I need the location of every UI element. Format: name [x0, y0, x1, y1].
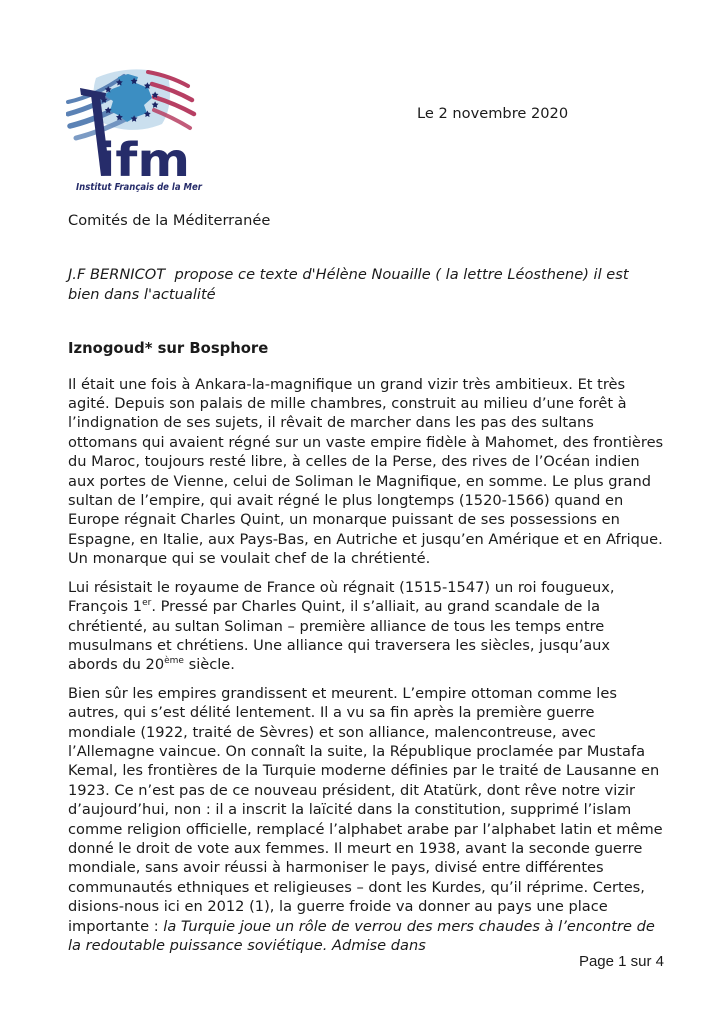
paragraph-1: Il était une fois à Ankara-la-magnifique un grand vizir très ambitieux. Et très agité. Depuis son palais de mille chambres, construit au milieu d’une forêt à l’indignation de ses sujets, il rêvait de marcher dans les pas des sultans ottomans qui avaient régné sur un vaste empire fidèle à Mahomet, des frontières du Maroc, toujours resté libre, à celles de la Perse, des rives de l’Océan indien aux portes de Vienne, celui de Soliman le Magnifique, en somme. Le plus grand sultan de l’empire, qui avait régné le plus longtemps (1520-1566) quand en Europe régnait Charles Quint, un monarque puissant de ses possessions en Espagne, en Italie, aux Pays-Bas, en Autriche et jusqu’en Amérique et en Afrique. Un monarque qui se voulait chef de la chrétienté.: [68, 375, 664, 568]
paragraph-3: Bien sûr les empires grandissent et meurent. L’empire ottoman comme les autres, qui s’est délité lentement. Il a vu sa fin après la première guerre mondiale (1922, traité de Sèvres) et son alliance, malencontreuse, avec l’Allemagne vaincue. On connaît la suite, la République proclamée par Mustafa Kemal, les frontières de la Turquie moderne définies par le traité de Lausanne en 1923. Ce n’est pas de ce nouveau président, dit Atatürk, dont rêve notre vizir d’aujourd’hui, non : il a inscrit la laïcité dans la constitution, supprimé l’islam comme religion officielle, remplacé l’alphabet arabe par l’alphabet latin et même donné le droit de vote aux femmes. Il meurt en 1938, avant la seconde guerre mondiale, sans avoir réussi à harmoniser le pays, divisé entre différentes communautés ethniques et religieuses – dont les Kurdes, qu’il réprime. Certes, disions-nous ici en 2012 (1), la guerre froide va donner au pays une place importante : la Turquie joue un rôle de verrou des mers chaudes à l’encontre de la redoutable puissance soviétique. Admise dans: [68, 684, 663, 954]
document-title: Comités de la Méditerranée: [68, 212, 271, 229]
ifm-logo-graphic: [66, 64, 208, 196]
ifm-caption: Institut Français de la Mer: [76, 182, 204, 193]
document-date: Le 2 novembre 2020: [417, 105, 569, 122]
attribution-note: J.F BERNICOT propose ce texte d'Hélène Nouaille ( la lettre Léosthene) il est bien dans l'actualité: [68, 266, 634, 303]
article-heading: Iznogoud* sur Bosphore: [68, 340, 269, 358]
document-body: [68, 211, 664, 955]
paragraph-2: Lui résistait le royaume de France où régnait (1515-1547) un roi fougueux, François 1er. Pressé par Charles Quint, il s’alliait, au grand scandale de la chrétienté, au sultan Soliman – première alliance de tous les temps entre musulmans et chrétiens. Une alliance qui traversera les siècles, jusqu’aux abords du 20ème siècle.: [68, 578, 615, 674]
page-number: Page 1 sur 4: [578, 953, 664, 970]
ifm-acronym: ifm: [98, 133, 190, 187]
ifm-logo: [66, 64, 208, 196]
